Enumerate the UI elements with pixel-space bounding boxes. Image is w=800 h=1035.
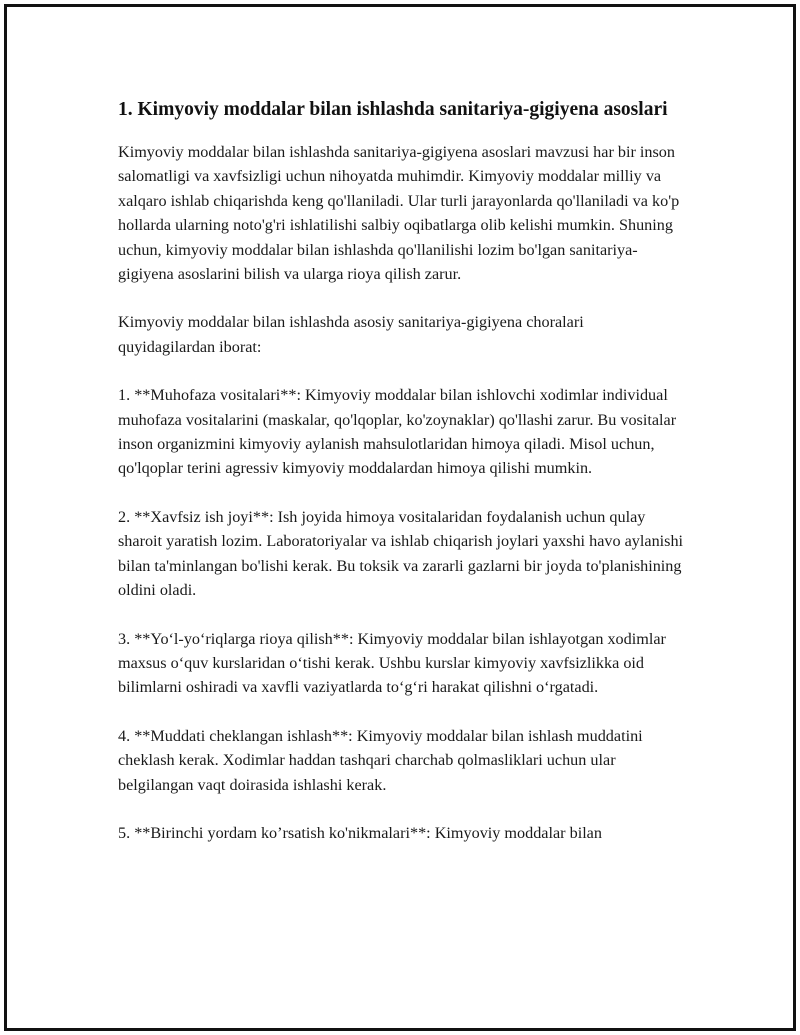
document-body (118, 96, 684, 869)
list-item-protective-equipment: 1. **Muhofaza vositalari**: Kimyoviy moddalar bilan ishlovchi xodimlar individual muhofaza vositalarini (maskalar, qo'lqoplar, ko'zoynaklar) qo'llashi zarur. Bu vositalar inson organizmini kimyoviy aylanish mahsulotlaridan himoya qiladi. Misol uchun, qo'lqoplar terini agressiv kimyoviy moddalardan himoya qilishi mumkin. (118, 386, 677, 478)
section-heading: 1. Kimyoviy moddalar bilan ishlashda sanitariya-gigiyena asoslari (118, 99, 668, 120)
list-item-safe-workplace: 2. **Xavfsiz ish joyi**: Ish joyida himoya vositalaridan foydalanish uchun qulay sharoit yaratish lozim. Laboratoriyalar va ishlab chiqarish joylari yaxshi havo aylanishi bilan ta'minlangan bo'lishi kerak. Bu toksik va zararli gazlarni bir joyda to'planishining oldini oladi. (118, 507, 684, 600)
list-item-first-aid: 5. **Birinchi yordam ko’rsatish ko'nikmalari**: Kimyoviy moddalar bilan (118, 823, 602, 842)
paragraph-intro: Kimyoviy moddalar bilan ishlashda sanitariya-gigiyena asoslari mavzusi har bir inson salomatligi va xavfsizligi uchun nihoyatda muhimdir. Kimyoviy moddalar milliy va xalqaro ishlab chiqarishda keng qo'llaniladi. Ular turli jarayonlarda qo'llaniladi va ko'p hollarda ularning noto'g'ri ishlatilishi salbiy oqibatlarga olib kelishi mumkin. Shuning uchun, kimyoviy moddalar bilan ishlashda qo'llanilishi lozim bo'lgan sanitariya-gigiyena asoslarini bilish va ularga rioya qilish zarur. (118, 143, 680, 284)
paragraph-measures-intro: Kimyoviy moddalar bilan ishlashda asosiy sanitariya-gigiyena choralari quyidagilardan iborat: (118, 313, 584, 356)
list-item-follow-instructions: 3. **Yo‘l-yo‘riqlarga rioya qilish**: Kimyoviy moddalar bilan ishlayotgan xodimlar maxsus o‘quv kurslaridan o‘tishi kerak. Ushbu kurslar kimyoviy xavfsizlikka oid bilimlarni oshiradi va xavfli vaziyatlarda to‘g‘ri harakat qilishni o‘rgatadi. (118, 629, 666, 697)
list-item-limited-work-time: 4. **Muddati cheklangan ishlash**: Kimyoviy moddalar bilan ishlash muddatini cheklash kerak. Xodimlar haddan tashqari charchab qolmasliklari uchun ular belgilangan vaqt doirasida ishlashi kerak. (118, 726, 643, 794)
